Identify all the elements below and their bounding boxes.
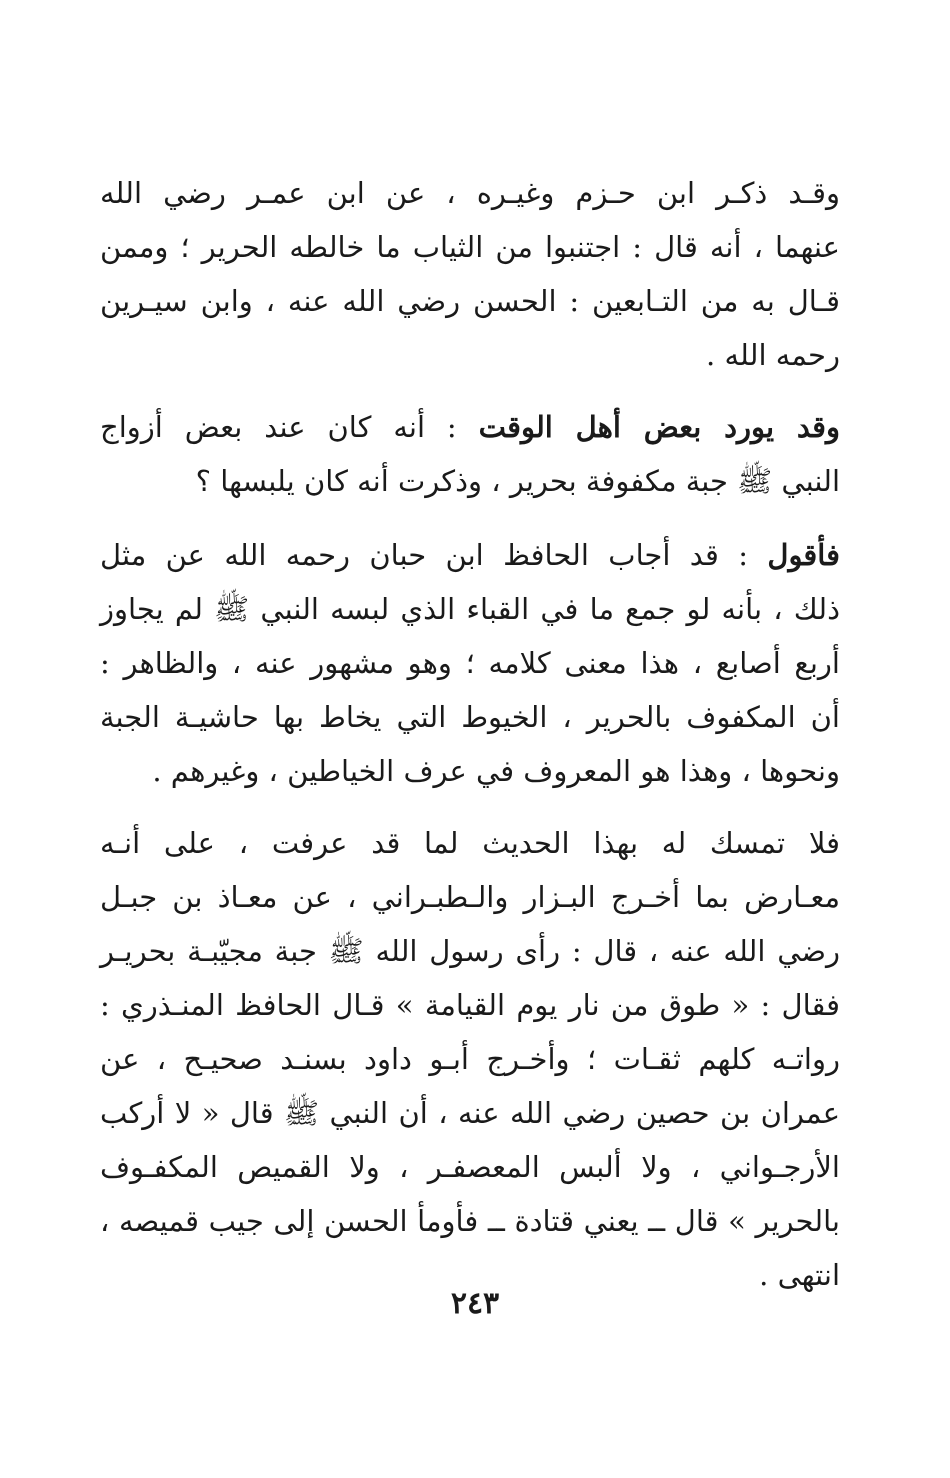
text-line: الأرجـواني ، ولا ألبس المعصفـر ، ولا القميص المكفـوف <box>100 1150 840 1184</box>
text-line: ذلك ، بأنه لو جمع ما في القباء الذي لبسه النبي ﷺ لم يجاوز <box>100 592 840 626</box>
text-line: النبي ﷺ جبة مكفوفة بحرير ، وذكرت أنه كان يلبسها ؟ <box>195 464 840 498</box>
text-line: فقال : « طوق من نار يوم القيامة » قـال الحافظ المنـذري : <box>100 988 840 1022</box>
text-line: رضي الله عنه ، قال : رأى رسول الله ﷺ جبة مجيّبـة بحريـر <box>100 934 840 968</box>
paragraph-3 <box>100 528 840 798</box>
text-line <box>100 400 840 454</box>
text-line: فلا تمسك له بهذا الحديث لما قد عرفت ، على أنـه <box>100 826 840 860</box>
text-line: أن المكفوف بالحرير ، الخيوط التي يخاط بها حاشيـة الجبة <box>100 700 840 734</box>
text-line: عنهما ، أنه قال : اجتنبوا من الثياب ما خالطه الحرير ؛ وممن <box>100 230 840 264</box>
text-line <box>100 528 840 582</box>
text-line: رحمه الله . <box>706 338 840 372</box>
page-number: ٢٤٣ <box>450 1286 500 1321</box>
text-line: وقـد ذكـر ابن حـزم وغيـره ، عن ابن عمـر رضي الله <box>100 176 840 210</box>
paragraph-1 <box>100 166 840 382</box>
line-continuation: : أنه كان عند بعض أزواج <box>100 410 479 444</box>
text-line: قـال به من التـابعين : الحسن رضي الله عنه ، وابن سيـرين <box>100 284 840 318</box>
text-line: ونحوها ، وهذا هو المعروف في عرف الخياطين ، وغيرهم . <box>152 754 840 788</box>
text-line: انتهى . <box>759 1258 840 1292</box>
text-line: بالحرير » قال ــ يعني قتادة ــ فأومأ الحسن إلى جيب قميصه ، <box>100 1204 840 1238</box>
paragraph-4 <box>100 816 840 1302</box>
text-line: أربع أصابع ، هذا معنى كلامه ؛ وهو مشهور عنه ، والظاهر : <box>100 646 840 680</box>
text-line: رواتـه كلهم ثقـات ؛ وأخـرج أبـو داود بسنـد صحيـح ، عن <box>100 1042 840 1076</box>
text-line: عمران بن حصين رضي الله عنه ، أن النبي ﷺ قال « لا أركب <box>100 1096 840 1130</box>
bold-lead-phrase: وقد يورد بعض أهل الوقت <box>478 410 840 444</box>
bold-lead-word: فأقول <box>767 538 840 572</box>
text-line: معـارض بما أخـرج البـزار والـطبـراني ، عن معـاذ بن جبـل <box>100 880 840 914</box>
line-continuation: : قد أجاب الحافظ ابن حبان رحمه الله عن مثل <box>100 538 768 572</box>
paragraph-2 <box>100 400 840 508</box>
